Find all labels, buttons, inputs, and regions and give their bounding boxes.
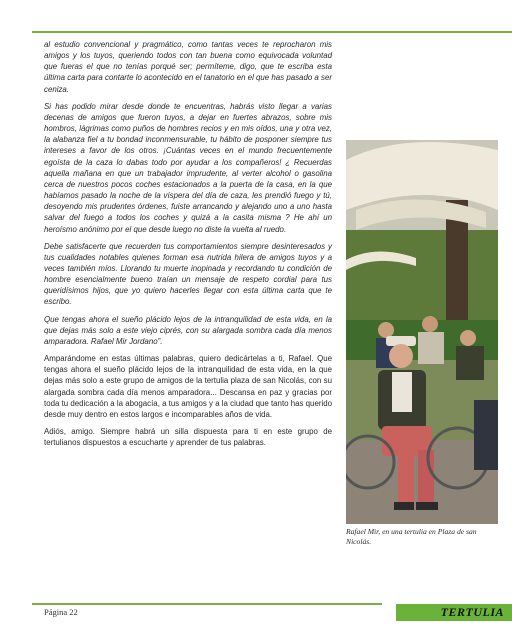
section-label: TERTULIA [396, 604, 512, 621]
page-number: Página 22 [44, 607, 78, 617]
article-paragraph-5: Amparándome en estas últimas palabras, quiero dedicártelas a ti, Rafael. Que tengas ahora el sueño plácido lejos de la intranquilidad de esta vida, en la que dejas más solo a este grupo de amigos de la tertulia plaza de san Nicolás, con su alargada sombra cada día menos amparadora... Descansa en paz y gracias por toda tu dedicación a la abogacía, a tus amigos y a la ciudad que tanto has querido desde muy dentro en estos largos e incomparables años de vida. [44, 354, 332, 419]
article-body [44, 39, 332, 454]
tertulia-photo [346, 140, 498, 524]
photo-caption: Rafael Mir, en una tertulia en Plaza de san Nicolás. [346, 527, 477, 546]
top-rule [32, 31, 512, 33]
article-paragraph-1: al estudio convencional y pragmático, como tantas veces te reprocharon mis amigos y los tuyos, queriendo todos con tan buena como equivocada voluntad que fueras el que no tenías porqué ser; permíteme, digo, que te escriba esta última carta para contarte lo acontecido en el tanatorio en el que has pasado a ser ceniza. [44, 40, 332, 94]
article-paragraph-3: Debe satisfacerte que recuerden tus comportamientos siempre desinteresados y tus cualidades notables quienes forman esa nutrida hilera de amigos tuyos y a veces también míos. Llorando tu muerte inopinada y recordando tu condición de hombre esencialmente bueno traían un mensaje de respeto cordial para tus queridísimos hijos, que yo quiero hacerles llegar con esta última carta que te escribo. [44, 241, 332, 307]
article-paragraph-2: Si has podido mirar desde donde te encuentras, habrás visto llegar a varias decenas de amigos que fueron tuyos, a dejar en fuertes abrazos, sobre mis hombros, lágrimas como puños de hombres recios y en mis oídos, una y otra vez, la alabanza fiel a tu bondad inconmensurable, tu hábito de posponer siempre tus intereses a favor de los otros. ¡Cuántas veces en el mundo frecuentemente egoísta de la caza lo dabas todo por ayudar a los compañeros! ¿ Recuerdas aquella mañana en que un trabajador imprudente, al verter alcohol o gasolina cerca de nuestros pocos coches estacionados a la puerta de la casa, en la que habíamos pasado la noche de la víspera del día de caza, les prendió fuego y tú, desoyendo mis prudentes órdenes, fuiste arrancando y alejando uno a uno hasta salvar del fuego a todos los coches y quizá a la casita misma ? He ahí un heroísmo anónimo por el que desde luego no diste la vuelta al ruedo. [44, 101, 332, 234]
article-paragraph-4: Que tengas ahora el sueño plácido lejos de la intranquilidad de esta vida, en la que dejas más solo a este viejo ciprés, con su alargada sombra cada día menos amparadora. Rafael Mir Jordano”. [44, 314, 332, 346]
bottom-rule [32, 603, 382, 605]
article-paragraph-6: Adiós, amigo. Siempre habrá un silla dispuesta para ti en este grupo de tertulianos dispuestos a escucharte y aprender de tus palabras. [44, 427, 332, 448]
